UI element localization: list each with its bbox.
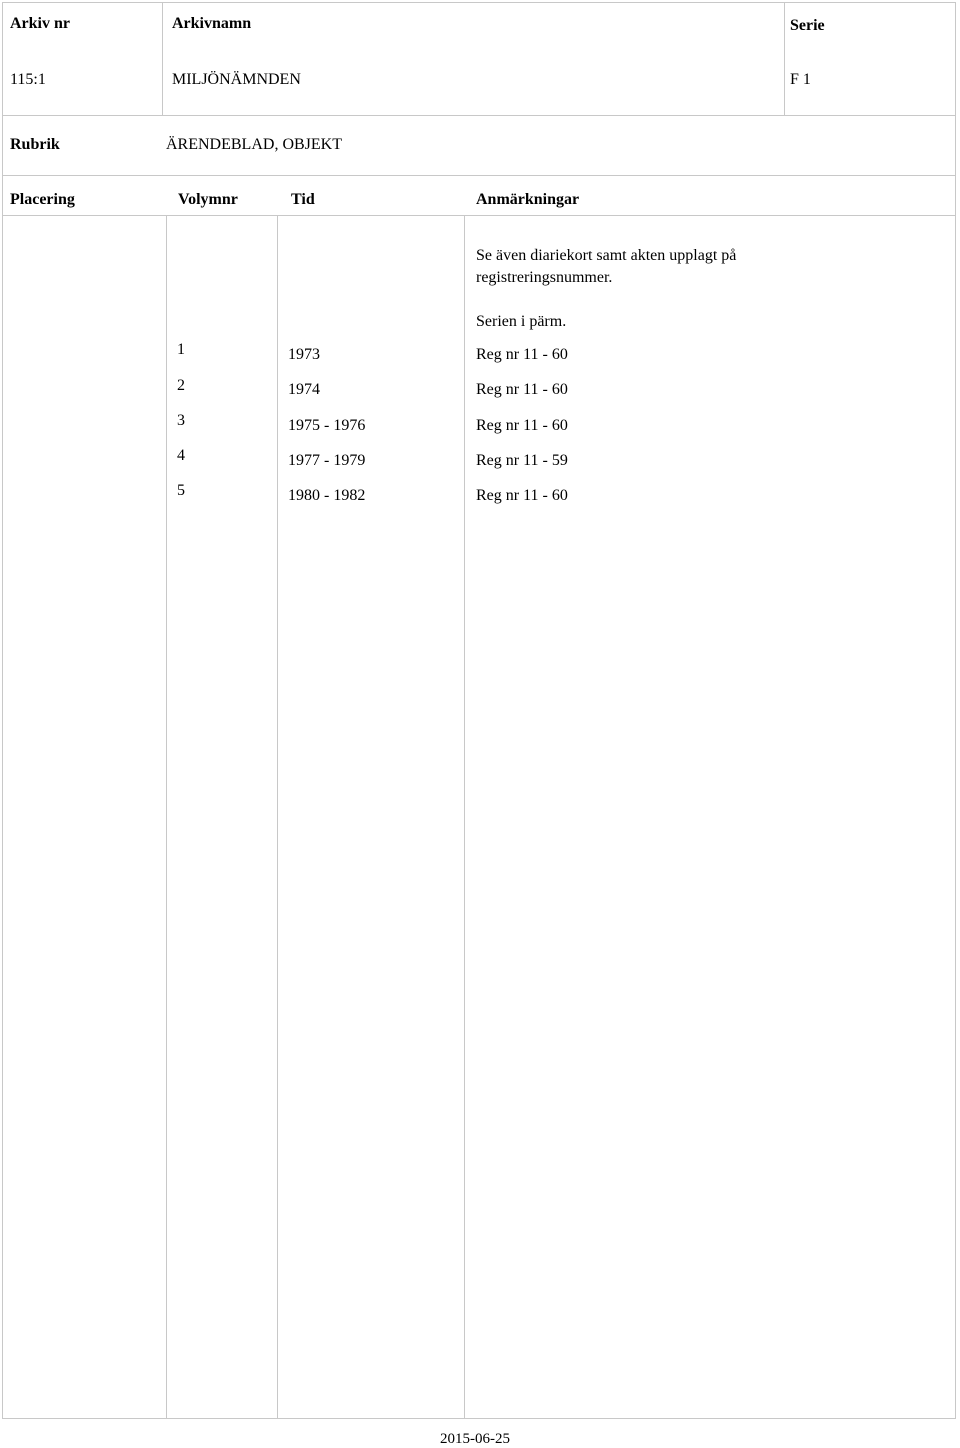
- row-anmarkning: Reg nr 11 - 60: [476, 487, 568, 504]
- column-volymnr: Volymnr: [178, 191, 238, 208]
- divider-rubrik: [2, 115, 956, 116]
- rubrik-label: Rubrik: [10, 136, 60, 153]
- serie-label: Serie: [790, 17, 825, 34]
- frame-bottom: [2, 1418, 956, 1419]
- note-line-1: Se även diariekort samt akten upplagt på: [476, 247, 737, 264]
- divider-col-tid: [277, 215, 278, 1419]
- row-volymnr: 4: [177, 447, 185, 464]
- row-volymnr: 2: [177, 377, 185, 394]
- arkiv-nr-value: 115:1: [10, 71, 46, 88]
- row-volymnr: 5: [177, 482, 185, 499]
- column-tid: Tid: [291, 191, 315, 208]
- row-anmarkning: Reg nr 11 - 60: [476, 346, 568, 363]
- row-volymnr: 1: [177, 341, 185, 358]
- divider-columns: [2, 175, 956, 176]
- row-tid: 1974: [288, 381, 320, 398]
- arkiv-nr-label: Arkiv nr: [10, 15, 70, 32]
- row-tid: 1973: [288, 346, 320, 363]
- row-volymnr: 3: [177, 412, 185, 429]
- frame-top: [2, 2, 956, 3]
- column-anmarkningar: Anmärkningar: [476, 191, 580, 208]
- divider-arkivnamn: [162, 2, 163, 115]
- row-anmarkning: Reg nr 11 - 59: [476, 452, 568, 469]
- row-tid: 1980 - 1982: [288, 487, 366, 504]
- row-tid: 1975 - 1976: [288, 417, 366, 434]
- divider-col-volymnr: [166, 215, 167, 1419]
- divider-body: [2, 215, 956, 216]
- arkivnamn-value: MILJÖNÄMNDEN: [172, 71, 301, 88]
- divider-col-anm: [464, 215, 465, 1419]
- row-anmarkning: Reg nr 11 - 60: [476, 381, 568, 398]
- serie-value: F 1: [790, 71, 811, 88]
- column-placering: Placering: [10, 191, 75, 208]
- row-anmarkning: Reg nr 11 - 60: [476, 417, 568, 434]
- row-tid: 1977 - 1979: [288, 452, 366, 469]
- note-line-3: Serien i pärm.: [476, 313, 567, 330]
- divider-serie: [784, 2, 785, 115]
- footer-date: 2015-06-25: [440, 1431, 510, 1447]
- note-line-2: registreringsnummer.: [476, 269, 613, 286]
- rubrik-value: ÄRENDEBLAD, OBJEKT: [166, 136, 342, 153]
- arkivnamn-label: Arkivnamn: [172, 15, 252, 32]
